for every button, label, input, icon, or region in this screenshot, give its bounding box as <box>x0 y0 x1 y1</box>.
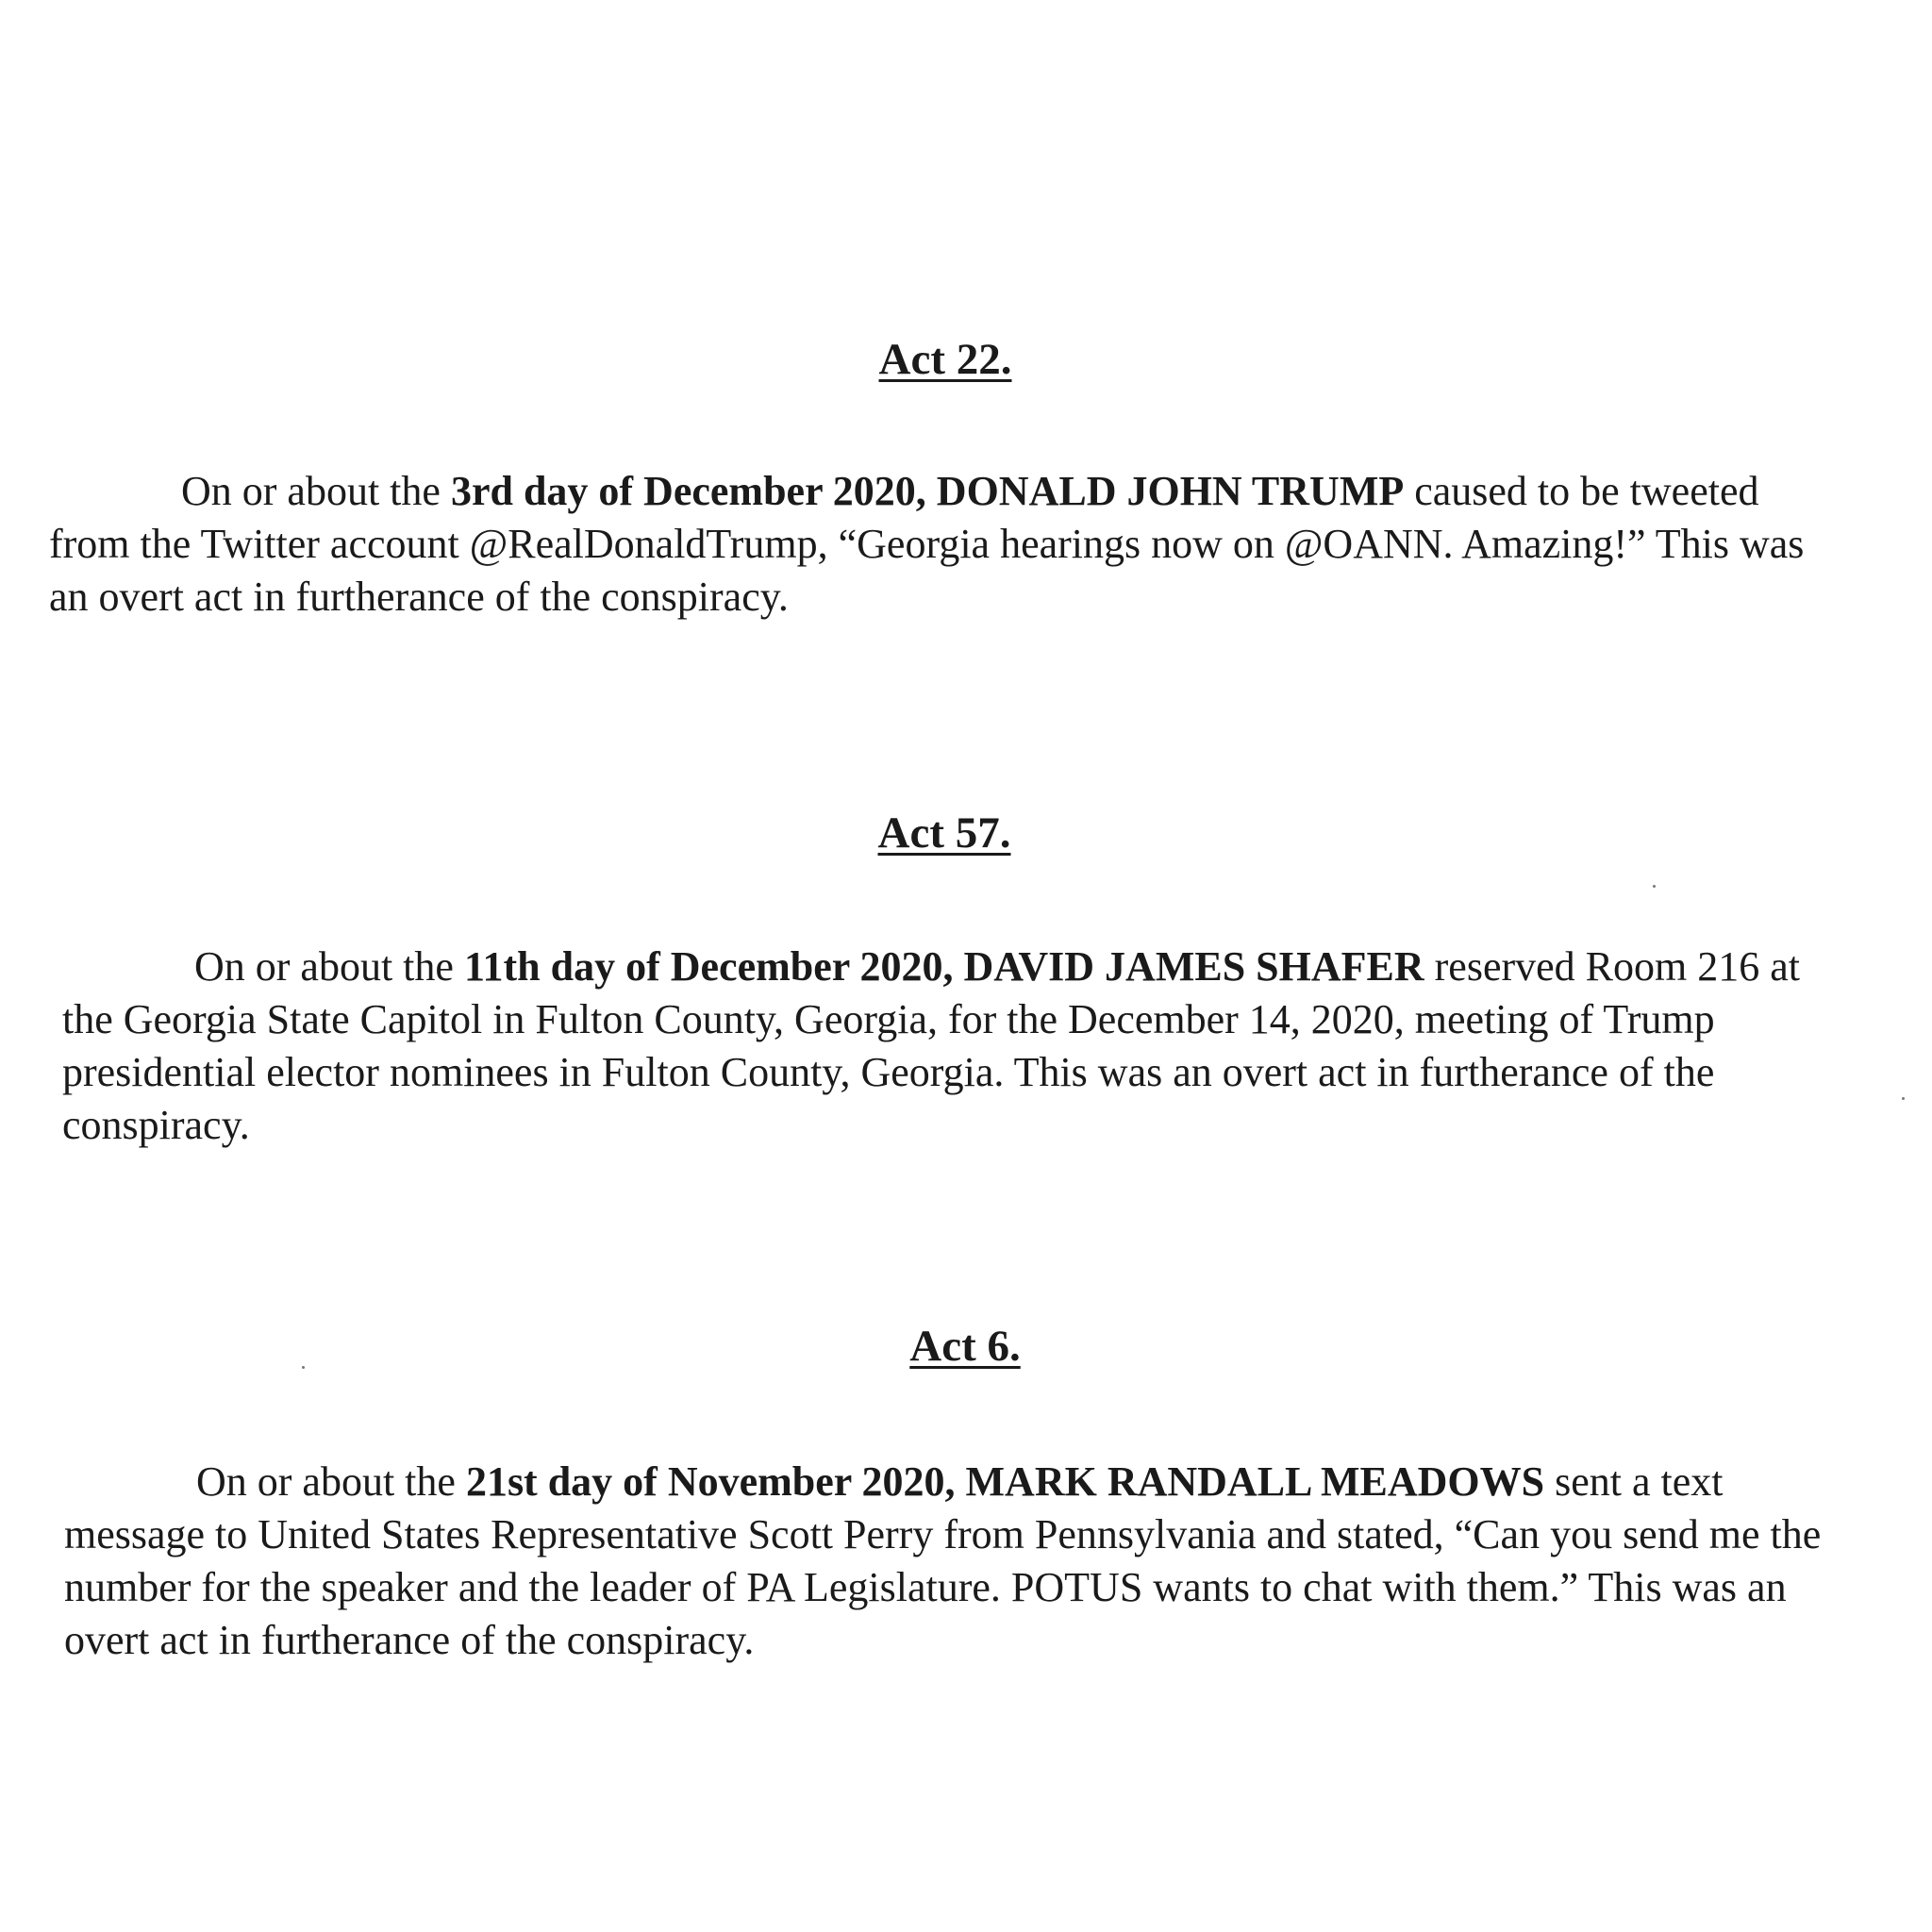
paragraph-text: On or about the <box>181 468 451 514</box>
act-6-section <box>64 1324 1828 1667</box>
paragraph-text: reserved Room 216 at the Georgia State Capitol in Fulton County, Georgia, for the December 14, 2020, meeting of Trump presidential elector nominees in Fulton County, Georgia. This was an overt act in furtherance of the conspiracy. <box>62 943 1800 1148</box>
scan-speck <box>1902 1097 1905 1100</box>
act-paragraph <box>49 465 1813 624</box>
act-22-section <box>49 335 1813 624</box>
paragraph-text: caused to be tweeted from the Twitter account @RealDonaldTrump, “Georgia hearings now on @OANN. Amazing!” This was an overt act in furtherance of the conspiracy. <box>49 468 1805 620</box>
act-heading: Act 57. <box>877 808 1011 858</box>
act-heading: Act 6. <box>909 1322 1021 1371</box>
act-paragraph <box>62 941 1826 1152</box>
scan-speck <box>1653 885 1656 888</box>
act-57-section <box>62 808 1826 1152</box>
scan-speck <box>302 1366 305 1369</box>
act-heading: Act 22. <box>878 335 1012 384</box>
paragraph-bold-text: 3rd day of December 2020, DONALD JOHN TRUMP <box>450 468 1405 514</box>
paragraph-text: On or about the <box>196 1458 466 1505</box>
paragraph-text: On or about the <box>194 943 464 990</box>
paragraph-bold-text: 21st day of November 2020, MARK RANDALL MEADOWS <box>465 1458 1545 1505</box>
act-paragraph <box>64 1456 1828 1667</box>
paragraph-bold-text: 11th day of December 2020, DAVID JAMES SHAFER <box>463 943 1424 990</box>
paragraph-text: sent a text message to United States Representative Scott Perry from Pennsylvania and stated, “Can you send me the number for the speaker and the leader of PA Legislature. POTUS wants to chat with them.” This was an overt act in furtherance of the conspiracy. <box>64 1458 1822 1663</box>
